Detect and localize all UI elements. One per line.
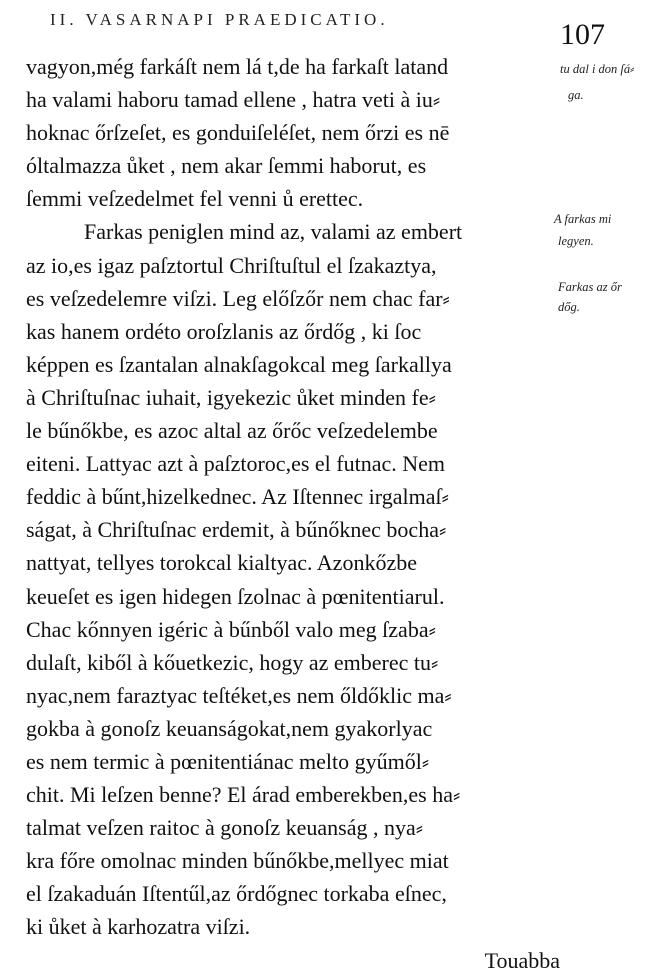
margin-note-line: A farkas mi: [554, 212, 612, 226]
margin-note-line: tu dal i don ſá⸗: [560, 62, 635, 76]
text-line: nyac,nem faraztyac teſtéket,es nem őldőklic ma⸗: [26, 682, 452, 708]
text-line: vagyon,még farkáſt nem lá t,de ha farkaſt latand: [26, 54, 449, 79]
margin-note-line: legyen.: [558, 234, 594, 248]
text-line: talmat veſzen raitoc à gonoſz keuanság , nya⸗: [26, 815, 424, 841]
text-line: nattyat, tellyes torokcal kialtyac. Azonkőzbe: [26, 550, 417, 576]
text-line: ságat, à Chriſtuſnac erdemit, à bűnőknec bocha⸗: [26, 517, 447, 543]
text-line: kra főre omolnac minden bűnőkbe,mellyec miat: [26, 848, 449, 874]
text-line: dulaſt, kiből à kőuetkezic, hogy az emberec tu⸗: [26, 649, 439, 675]
margin-note-line: dőg.: [558, 300, 580, 314]
text-line: ſemmi veſzedelmet fel venni ů erettec.: [26, 186, 364, 212]
text-line: feddic à bűnt,hizelkednec. Az Iſtennec irgalmaſ⸗: [26, 484, 449, 510]
margin-note-line: ga.: [568, 88, 584, 102]
text-line: Farkas peniglen mind az, valami az embert: [84, 219, 463, 245]
text-line: ki ůket à karhozatra viſzi.: [26, 914, 251, 940]
text-line: eiteni. Lattyac azt à paſztoroc,es el futnac. Nem: [26, 451, 446, 477]
text-line: le bűnőkbe, es azoc altal az őrőc veſzedelembe: [26, 418, 438, 444]
catchword: Touabba: [484, 947, 560, 973]
main-text-block: [26, 50, 560, 977]
text-line: képpen es ſzantalan alnakſagokcal meg ſarkallya: [26, 351, 452, 377]
text-line: Chac kőnnyen igéric à bűnből valo meg ſzaba⸗: [26, 616, 436, 642]
text-line: kas hanem ordéto oroſzlanis az őrdőg , ki ſoc: [26, 318, 422, 344]
text-line: óltalmazza ůket , nem akar ſemmi haborut, es: [26, 153, 427, 179]
text-line: ha valami haboru tamad ellene , hatra veti à iu⸗: [26, 87, 441, 113]
text-line: gokba à gonoſz keuanságokat,nem gyakorlyac: [26, 715, 433, 741]
text-line: chit. Mi leſzen benne? El árad emberekben,es ha⸗: [26, 782, 461, 808]
text-line: hoknac őrſzeſet, es gonduiſeléſet, nem őrzi es nē: [26, 120, 450, 146]
running-title: II. VASARNAPI PRAEDICATIO.: [50, 10, 389, 29]
page-number: 107: [560, 18, 605, 51]
text-line: az io,es igaz paſztortul Chriſtuſtul el ſzakaztya,: [26, 252, 437, 278]
text-line: el ſzakaduán Iſtentűl,az őrdőgnec torkaba eſnec,: [26, 881, 447, 907]
text-line: es nem termic à pœnitentiánac melto gyűmől⸗: [26, 748, 430, 774]
text-line: es veſzedelemre viſzi. Leg előſzőr nem chac far⸗: [26, 285, 450, 311]
margin-note-line: Farkas az őr: [558, 280, 622, 294]
text-line: keueſet es igen hidegen ſzolnac à pœnitentiarul.: [26, 583, 445, 609]
text-line: à Chriſtuſnac iuhait, igyekezic ůket minden fe⸗: [26, 384, 436, 410]
